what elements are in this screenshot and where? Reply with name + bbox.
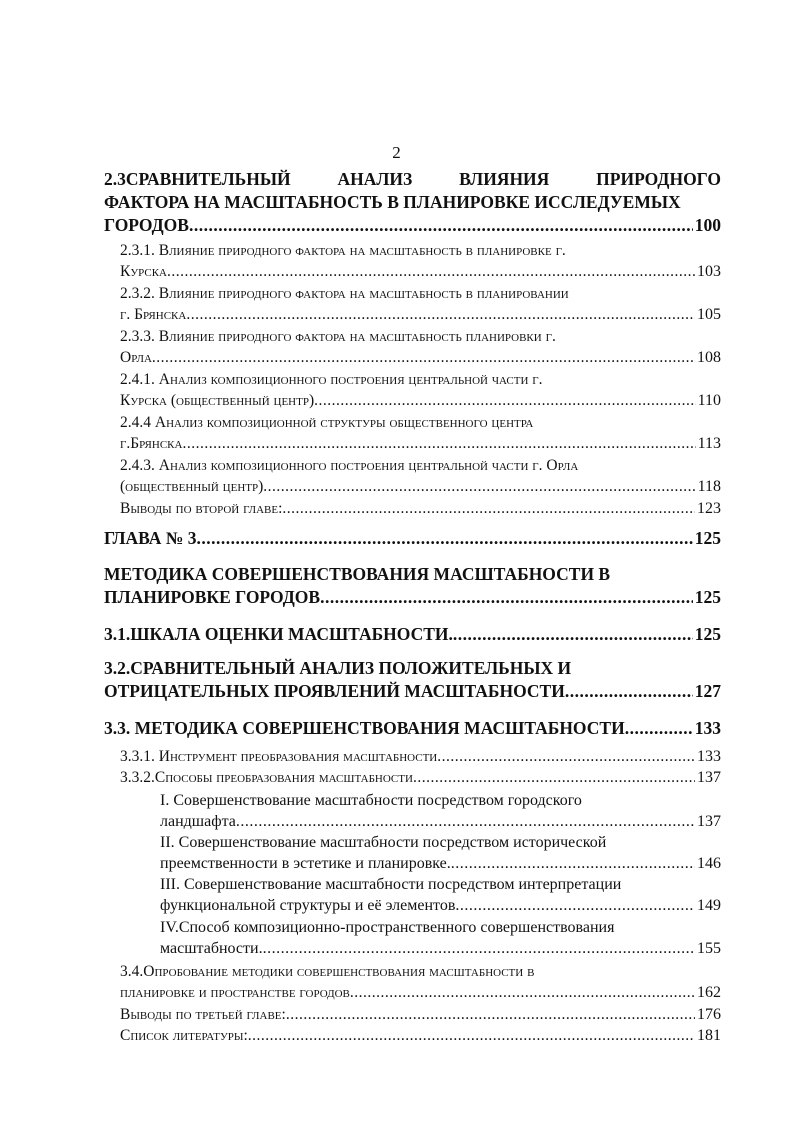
- dot-leader: [350, 982, 695, 1003]
- toc-entry[interactable]: [104, 717, 721, 740]
- toc-page-number: 137: [697, 813, 721, 830]
- toc-entry-title: функциональной структуры и её элементов: [160, 897, 456, 914]
- toc-entry[interactable]: [120, 767, 721, 788]
- toc-page-number: 176: [697, 1006, 721, 1023]
- toc-entry-line: 2.3СРАВНИТЕЛЬНЫЙ АНАЛИЗ ВЛИЯНИЯ ПРИРОДНОГО: [104, 169, 721, 189]
- toc-entry-title: Выводы по третьей главе:: [120, 1006, 286, 1023]
- toc-entry-line: I. Совершенствование масштабности посредством городского: [160, 792, 582, 809]
- toc-entry[interactable]: [120, 412, 721, 454]
- toc-page-number: 146: [697, 855, 721, 872]
- dot-leader: [167, 261, 695, 282]
- dot-leader: [196, 527, 692, 550]
- toc-page-number: 162: [697, 984, 721, 1001]
- dot-leader: [152, 347, 695, 368]
- toc-entry[interactable]: [120, 326, 721, 368]
- toc-page-number: 127: [694, 681, 721, 701]
- toc-page-number: 110: [697, 392, 721, 409]
- dot-leader: [453, 623, 693, 646]
- dot-leader: [565, 680, 693, 703]
- dot-leader: [437, 746, 695, 767]
- toc-page-number: 125: [694, 587, 721, 607]
- toc-page-number: 181: [697, 1027, 721, 1044]
- dot-leader: [455, 895, 695, 916]
- toc-entry[interactable]: [104, 168, 721, 237]
- toc-entry-title: Курска: [120, 263, 167, 280]
- toc-entry[interactable]: [120, 1004, 721, 1025]
- toc-page-number: 155: [697, 940, 721, 957]
- dot-leader: [186, 304, 695, 325]
- toc-entry-line: 3.4.Опробование методики совершенствования масштабности в: [120, 963, 535, 980]
- toc-entry[interactable]: [160, 874, 721, 916]
- toc-entry[interactable]: [120, 455, 721, 497]
- toc-entry-title: ГОРОДОВ: [104, 215, 189, 235]
- toc-entry[interactable]: [120, 283, 721, 325]
- toc-entry-line: 2.3.3. Влияние природного фактора на масштабность планировки г.: [120, 328, 556, 345]
- toc-page-number: 113: [697, 435, 721, 452]
- toc-entry-title: Выводы по второй главе:: [120, 500, 283, 517]
- toc-entry[interactable]: [160, 832, 721, 874]
- toc-entry-line: 2.3.1. Влияние природного фактора на масштабность в планировке г.: [120, 242, 566, 259]
- dot-leader: [282, 498, 695, 519]
- toc-entry-line: 2.4.3. Анализ композиционного построения центральной части г. Орла: [120, 457, 579, 474]
- toc-entry-title: Список литературы:: [120, 1027, 248, 1044]
- toc-page-number: 123: [697, 500, 721, 517]
- dot-leader: [182, 433, 695, 454]
- toc-entry[interactable]: [160, 917, 721, 959]
- toc-page-number: 118: [697, 478, 721, 495]
- toc-entry-title: ГЛАВА № 3: [104, 528, 197, 548]
- toc-entry[interactable]: [120, 240, 721, 282]
- toc-entry-title: г. Брянска: [120, 306, 187, 323]
- dot-leader: [320, 586, 693, 609]
- toc-entry-title: ландшафта: [160, 813, 236, 830]
- toc-entry-title: Орла: [120, 349, 152, 366]
- toc-entry[interactable]: [120, 369, 721, 411]
- toc-entry-title: 3.1.ШКАЛА ОЦЕНКИ МАСШТАБНОСТИ.: [104, 624, 453, 644]
- toc-page-number: 108: [697, 349, 721, 366]
- toc-entry-line: ФАКТОРА НА МАСШТАБНОСТЬ В ПЛАНИРОВКЕ ИССЛЕДУЕМЫХ: [104, 192, 681, 212]
- toc-entry-line: 3.2.СРАВНИТЕЛЬНЫЙ АНАЛИЗ ПОЛОЖИТЕЛЬНЫХ И: [104, 658, 572, 678]
- toc-entry-title: масштабности.: [160, 940, 263, 957]
- toc-entry-line: 2.3.2. Влияние природного фактора на масштабность в планировании: [120, 285, 569, 302]
- toc-entry[interactable]: [160, 790, 721, 832]
- toc-entry-title: г.Брянска: [120, 435, 183, 452]
- toc-entry-title: ПЛАНИРОВКЕ ГОРОДОВ: [104, 587, 321, 607]
- toc-entry[interactable]: [120, 1025, 721, 1046]
- toc-entry-title: 3.3. МЕТОДИКА СОВЕРШЕНСТВОВАНИЯ МАСШТАБНОСТИ: [104, 718, 625, 738]
- toc-entry-title: 3.3.1. Инструмент преобразования масштабности: [120, 748, 438, 765]
- dot-leader: [248, 1025, 695, 1046]
- toc-entry-line: МЕТОДИКА СОВЕРШЕНСТВОВАНИЯ МАСШТАБНОСТИ В: [104, 564, 611, 584]
- dot-leader: [263, 938, 695, 959]
- toc-page-number: 133: [697, 748, 721, 765]
- toc-page-number: 125: [694, 528, 721, 548]
- toc-entry-title: преемственности в эстетике и планировке.: [160, 855, 451, 872]
- toc-entry[interactable]: [120, 961, 721, 1003]
- toc-entry[interactable]: [104, 657, 721, 703]
- dot-leader: [236, 811, 695, 832]
- dot-leader: [263, 476, 695, 497]
- dot-leader: [625, 717, 693, 740]
- dot-leader: [451, 853, 695, 874]
- dot-leader: [314, 390, 695, 411]
- toc-page-number: 149: [697, 897, 721, 914]
- toc-entry[interactable]: [120, 498, 721, 519]
- toc-entry[interactable]: [120, 746, 721, 767]
- toc-entry[interactable]: [104, 563, 721, 609]
- toc-page-number: 133: [694, 718, 721, 738]
- toc-page-number: 103: [697, 263, 721, 280]
- page-number: 2: [392, 143, 401, 162]
- toc-entry-line: III. Совершенствование масштабности посредством интерпретации: [160, 876, 622, 893]
- dot-leader: [413, 767, 695, 788]
- toc-entry[interactable]: [104, 623, 721, 646]
- toc-page-number: 105: [697, 306, 721, 323]
- toc-entry-title: (общественный центр): [120, 478, 264, 495]
- toc-entry-title: планировке и пространстве городов: [120, 984, 350, 1001]
- dot-leader: [286, 1004, 695, 1025]
- toc-page-number: 100: [694, 215, 721, 235]
- toc-page-number: 137: [697, 769, 721, 786]
- toc-entry-line: 2.4.4 Анализ композиционной структуры общественного центра: [120, 414, 534, 431]
- dot-leader: [189, 214, 693, 237]
- toc-entry[interactable]: [104, 527, 721, 550]
- toc-entry-title: 3.3.2.Способы преобразования масштабности: [120, 769, 413, 786]
- toc-entry-title: ОТРИЦАТЕЛЬНЫХ ПРОЯВЛЕНИЙ МАСШТАБНОСТИ: [104, 681, 565, 701]
- toc-page-number: 125: [694, 624, 721, 644]
- toc-entry-line: II. Совершенствование масштабности посредством исторической: [160, 834, 607, 851]
- toc-entry-title: Курска (общественный центр): [120, 392, 315, 409]
- toc-entry-line: IV.Способ композиционно-пространственного совершенствования: [160, 919, 615, 936]
- toc-entry-line: 2.4.1. Анализ композиционного построения центральной части г.: [120, 371, 543, 388]
